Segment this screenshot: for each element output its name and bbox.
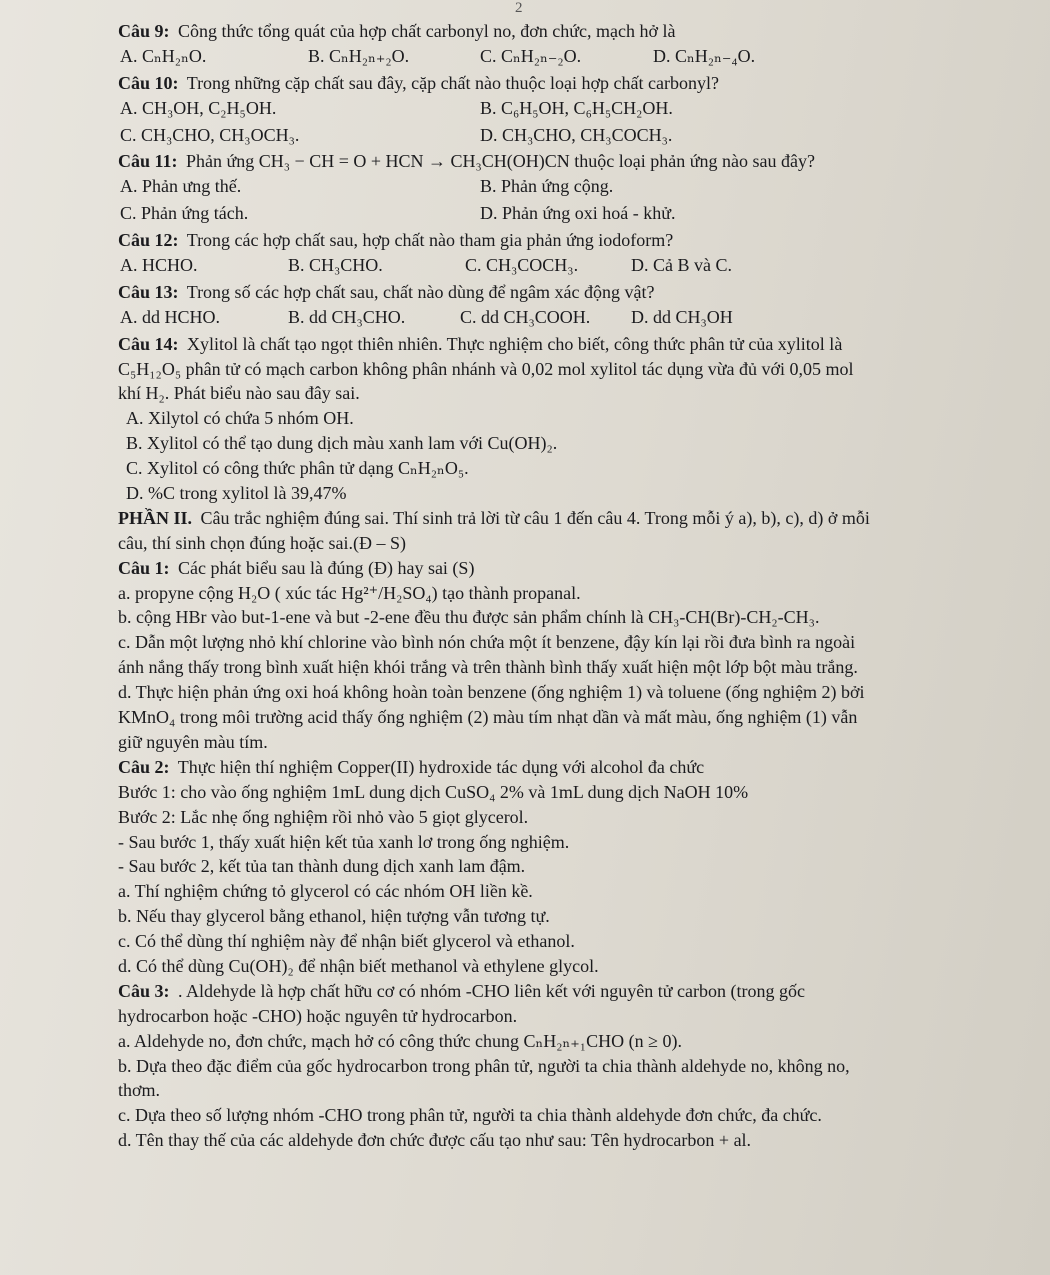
q10-options-row2: [118, 124, 1028, 148]
q12-stem: [118, 229, 1028, 251]
q12-text: Trong các hợp chất sau, hợp chất nào tham gia phản ứng iodoform?: [186, 230, 674, 251]
q14-text-3: khí H₂. Phát biểu nào sau đây sai.: [118, 383, 360, 404]
p2q2-observation-1: - Sau bước 1, thấy xuất hiện kết tủa xanh lơ trong ống nghiệm.: [118, 831, 570, 852]
q9-options: [118, 45, 1028, 69]
q13-stem: [118, 281, 1028, 303]
q9-label: Câu 9:: [118, 21, 170, 41]
q12-options: [118, 254, 1028, 278]
part2-label: PHẦN II.: [118, 507, 193, 528]
q10-option-c: C. CH₃CHO, CH₃OCH₃.: [120, 124, 300, 145]
q14-label: Câu 14:: [118, 333, 179, 354]
p2q3-item-a: a. Aldehyde no, đơn chức, mạch hở có công thức chung CₙH₂ₙ₊₁CHO (n ≥ 0).: [118, 1030, 682, 1051]
q11-label: Câu 11:: [118, 151, 178, 172]
p2q1-item-a: a. propyne cộng H₂O ( xúc tác Hg²⁺/H₂SO₄) tạo thành propanal.: [118, 582, 581, 603]
q13-option-c: C. dd CH₃COOH.: [460, 306, 591, 327]
p2q2-step-1: Bước 1: cho vào ống nghiệm 1mL dung dịch CuSO₄ 2% và 1mL dung dịch NaOH 10%: [118, 781, 749, 802]
q11-stem: [118, 150, 1028, 172]
q11-options-row2: [118, 202, 1028, 226]
q11-option-d: D. Phản ứng oxi hoá - khử.: [480, 203, 676, 224]
q13-option-d: D. dd CH₃OH: [631, 306, 733, 327]
p2q3-text-2: hydrocarbon hoặc -CHO) hoặc nguyên tử hydrocarbon.: [118, 1005, 518, 1026]
p2q1-label: Câu 1:: [118, 557, 170, 578]
p2q2-label: Câu 2:: [118, 756, 170, 777]
p2q3-item-b-line1: b. Dựa theo đặc điểm của gốc hydrocarbon trong phân tử, người ta chia thành aldehyde no, không no,: [118, 1055, 850, 1076]
q9-stem: [118, 20, 1028, 42]
p2q1-item-b: b. cộng HBr vào but-1-ene và but -2-ene đều thu được sản phẩm chính là CH₃-CH(Br)-CH₂-CH₃.: [118, 607, 820, 628]
p2q2-item-a: a. Thí nghiệm chứng tỏ glycerol có các nhóm OH liền kề.: [118, 881, 533, 902]
p2q3-text-1: . Aldehyde là hợp chất hữu cơ có nhóm -CHO liên kết với nguyên tử carbon (trong gốc: [178, 980, 805, 1001]
q12-label: Câu 12:: [118, 230, 179, 251]
part2-text-2: câu, thí sinh chọn đúng hoặc sai.(Đ – S): [118, 532, 406, 553]
q11-option-b: B. Phản ứng cộng.: [480, 176, 614, 197]
q11-options-row1: [118, 175, 1028, 199]
exam-content: [118, 20, 1028, 1154]
p2q1-item-c-line1: c. Dẫn một lượng nhỏ khí chlorine vào bình nón chứa một ít benzene, đậy kín lại rồi đưa bình ra ngoài: [118, 632, 856, 653]
q10-options-row1: [118, 97, 1028, 121]
p2q3-label: Câu 3:: [118, 980, 170, 1001]
q9-text: Công thức tổng quát của hợp chất carbonyl no, đơn chức, mạch hở là: [178, 21, 676, 41]
part2-heading: [118, 507, 1028, 529]
p2q2-observation-2: - Sau bước 2, kết tủa tan thành dung dịch xanh lam đậm.: [118, 856, 526, 877]
q14-text-2: C₅H₁₂O₅ phân tử có mạch carbon không phân nhánh và 0,02 mol xylitol tác dụng vừa đủ với 0,05 mol: [118, 358, 854, 379]
q10-option-a: A. CH₃OH, C₂H₅OH.: [120, 97, 277, 118]
q13-options: [118, 306, 1028, 330]
p2q3-stem: [118, 980, 1028, 1002]
p2q1-text: Các phát biểu sau là đúng (Đ) hay sai (S): [178, 557, 475, 578]
q14-option-a: A. Xilytol có chứa 5 nhóm OH.: [126, 408, 354, 429]
q13-label: Câu 13:: [118, 281, 179, 302]
q13-option-a: A. dd HCHO.: [120, 306, 221, 327]
p2q3-item-b-line2: thơm.: [118, 1080, 161, 1101]
q12-option-c: C. CH₃COCH₃.: [465, 255, 579, 276]
q13-option-b: B. dd CH₃CHO.: [288, 306, 406, 327]
p2q2-item-b: b. Nếu thay glycerol bằng ethanol, hiện tượng vẫn tương tự.: [118, 906, 550, 927]
p2q2-stem: [118, 756, 1028, 778]
p2q2-step-2: Bước 2: Lắc nhẹ ống nghiệm rồi nhỏ vào 5 giọt glycerol.: [118, 806, 529, 827]
p2q1-stem: [118, 557, 1028, 579]
q10-stem: [118, 72, 1028, 94]
q14-option-d: D. %C trong xylitol là 39,47%: [126, 483, 347, 504]
p2q2-text: Thực hiện thí nghiệm Copper(II) hydroxide tác dụng với alcohol đa chức: [177, 756, 705, 777]
q13-text: Trong số các hợp chất sau, chất nào dùng để ngâm xác động vật?: [186, 281, 655, 302]
q9-option-d: D. CₙH₂ₙ₋₄O.: [653, 45, 756, 66]
q11-option-c: C. Phản ứng tách.: [120, 203, 249, 224]
q10-label: Câu 10:: [118, 72, 179, 93]
p2q2-item-c: c. Có thể dùng thí nghiệm này để nhận biết glycerol và ethanol.: [118, 931, 575, 952]
q9-option-c: C. CₙH₂ₙ₋₂O.: [480, 45, 582, 66]
q12-option-b: B. CH₃CHO.: [288, 255, 383, 276]
q10-option-d: D. CH₃CHO, CH₃COCH₃.: [480, 124, 673, 145]
p2q3-item-c: c. Dựa theo số lượng nhóm -CHO trong phân tử, người ta chia thành aldehyde đơn chức, đa chức.: [118, 1105, 822, 1126]
q14-text-1: Xylitol là chất tạo ngọt thiên nhiên. Thực nghiệm cho biết, công thức phân tử của xylitol là: [187, 333, 843, 354]
q10-option-b: B. C₆H₅OH, C₆H₅CH₂OH.: [480, 97, 673, 118]
q9-option-b: B. CₙH₂ₙ₊₂O.: [308, 45, 410, 66]
q11-text: Phản ứng CH₃ − CH = O + HCN → CH₃CH(OH)CN thuộc loại phản ứng nào sau đây?: [186, 151, 815, 172]
q11-option-a: A. Phản ưng thế.: [120, 176, 242, 197]
q9-option-a: A. CₙH₂ₙO.: [120, 45, 207, 66]
p2q1-item-d-line3: giữ nguyên màu tím.: [118, 731, 268, 752]
p2q1-item-d-line1: d. Thực hiện phản ứng oxi hoá không hoàn toàn benzene (ống nghiệm 1) và toluene (ống nghiệm 2) bởi: [118, 682, 865, 703]
p2q3-item-d: d. Tên thay thế của các aldehyde đơn chức được cấu tạo như sau: Tên hydrocarbon + al.: [118, 1130, 752, 1151]
q14-option-c: C. Xylitol có công thức phân tử dạng CₙH₂ₙO₅.: [126, 458, 469, 479]
q10-text: Trong những cặp chất sau đây, cặp chất nào thuộc loại hợp chất carbonyl?: [186, 72, 719, 93]
q14-stem-line1: [118, 333, 1028, 355]
p2q1-item-d-line2: KMnO₄ trong môi trường acid thấy ống nghiệm (2) màu tím nhạt dần và mất màu, ống nghiệm (1) vẫn: [118, 707, 858, 728]
page-number: 2: [515, 0, 523, 16]
q14-option-b: B. Xylitol có thể tạo dung dịch màu xanh lam với Cu(OH)₂.: [126, 433, 558, 454]
p2q2-item-d: d. Có thể dùng Cu(OH)₂ để nhận biết methanol và ethylene glycol.: [118, 955, 599, 976]
part2-text-1: Câu trắc nghiệm đúng sai. Thí sinh trả lời từ câu 1 đến câu 4. Trong mỗi ý a), b), c), d) ở mỗi: [200, 507, 870, 528]
p2q1-item-c-line2: ánh nắng thấy trong bình xuất hiện khói trắng và trên thành bình thấy xuất hiện một lớp bột màu trắng.: [118, 657, 858, 678]
q12-option-d: D. Cả B và C.: [631, 255, 732, 276]
q12-option-a: A. HCHO.: [120, 255, 198, 276]
